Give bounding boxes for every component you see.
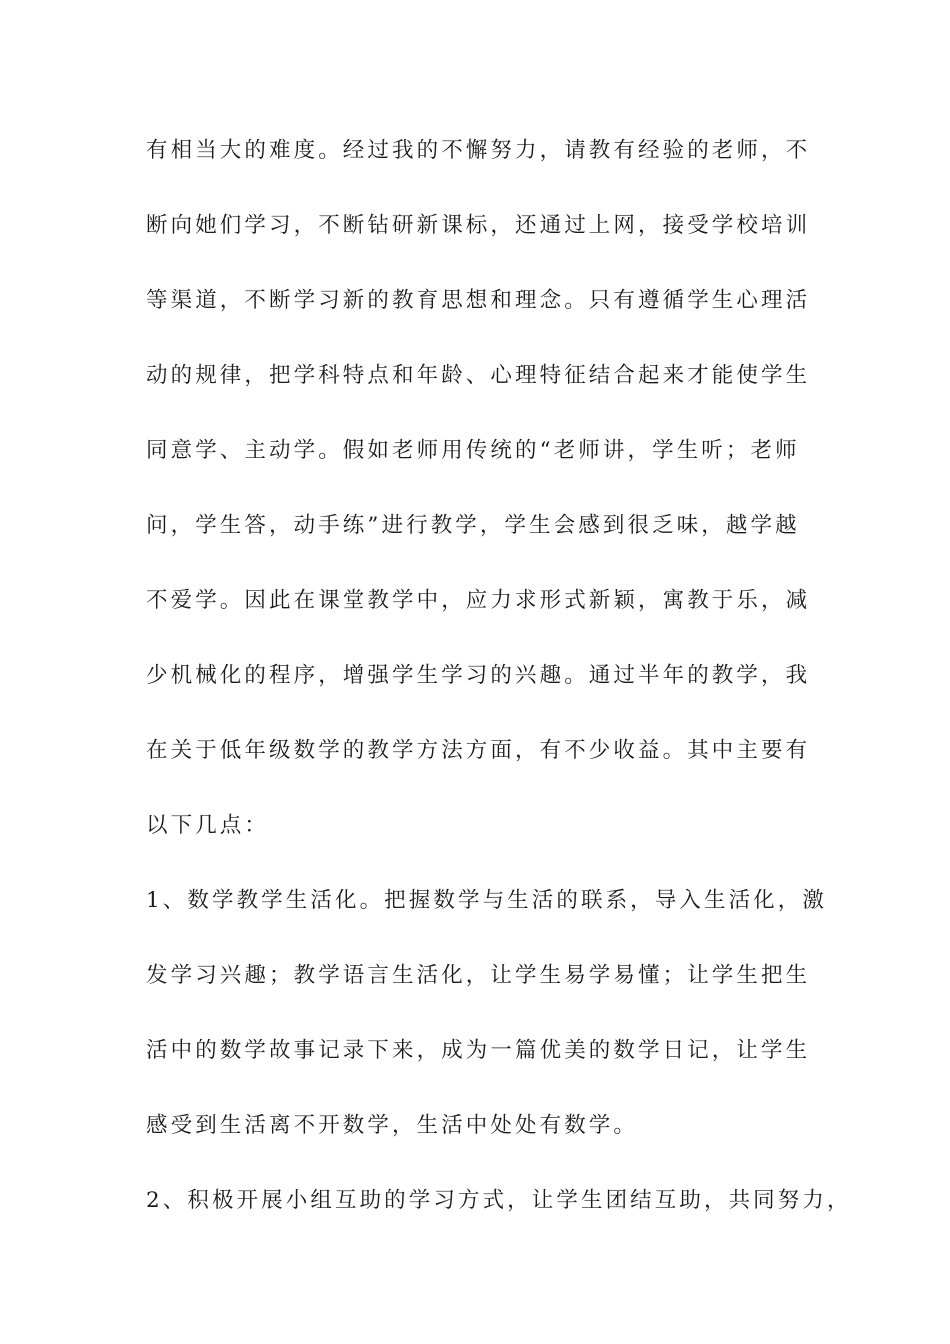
text-line: 等渠道，不断学习新的教育思想和理念。只有遵循学生心理活 <box>146 288 811 313</box>
text-line: 动的规律，把学科特点和年龄、心理特征结合起来才能使学生 <box>146 363 811 388</box>
body-text <box>146 130 852 1255</box>
text-line: 断向她们学习，不断钻研新课标，还通过上网，接受学校培训 <box>146 213 811 238</box>
text-line: 问，学生答，动手练”进行教学，学生会感到很乏味，越学越 <box>146 513 800 538</box>
list-item-1-line: 感受到生活离不开数学，生活中处处有数学。 <box>146 1113 639 1138</box>
text-line: 不爱学。因此在课堂教学中，应力求形式新颖，寓教于乐，减 <box>146 588 811 613</box>
list-item-1-line: 发学习兴趣；教学语言生活化，让学生易学易懂；让学生把生 <box>146 963 811 988</box>
text-line: 以下几点： <box>146 813 270 838</box>
text-line: 在关于低年级数学的教学方法方面，有不少收益。其中主要有 <box>146 738 811 763</box>
list-item-2-line: 2、积极开展小组互助的学习方式，让学生团结互助，共同努力， <box>146 1188 852 1213</box>
text-line: 有相当大的难度。经过我的不懈努力，请教有经验的老师，不 <box>146 138 811 163</box>
text-line: 同意学、主动学。假如老师用传统的“老师讲，学生听；老师 <box>146 438 800 463</box>
list-item-1-line: 活中的数学故事记录下来，成为一篇优美的数学日记，让学生 <box>146 1038 811 1063</box>
list-item-1-line: 1、数学教学生活化。把握数学与生活的联系，导入生活化，激 <box>146 888 827 913</box>
text-line: 少机械化的程序，增强学生学习的兴趣。通过半年的教学，我 <box>146 663 811 688</box>
